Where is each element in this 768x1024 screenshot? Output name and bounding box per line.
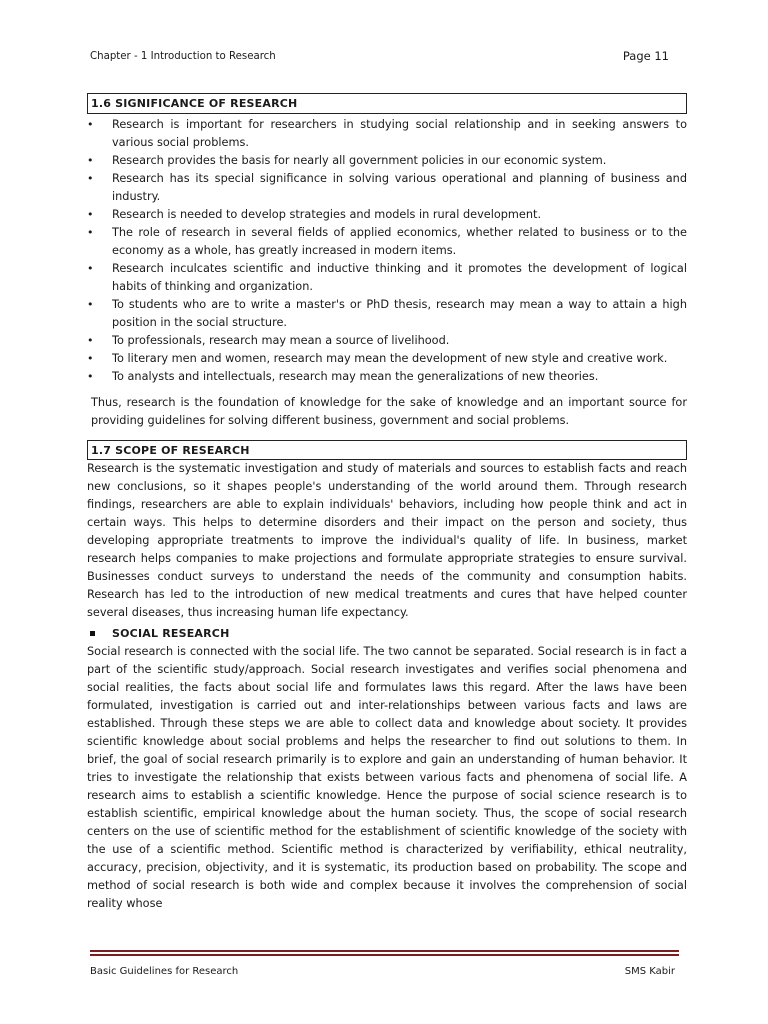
list-item: • Research has its special significance in solving various operational and planning of business and industry. <box>87 172 687 203</box>
page-header <box>90 49 669 67</box>
bullet-icon: • <box>87 154 94 167</box>
square-bullet-icon <box>90 631 95 636</box>
section-heading-scope: 1.7 SCOPE OF RESEARCH <box>87 440 687 460</box>
bullet-icon: • <box>87 298 94 311</box>
significance-closing-paragraph: Thus, research is the foundation of knowledge for the sake of knowledge and an important source for providing guidelines for solving different business, government and social problems. <box>91 396 687 427</box>
list-item: • To literary men and women, research may mean the development of new style and creative work. <box>87 350 687 368</box>
bullet-icon: • <box>87 226 94 239</box>
bullet-icon: • <box>87 118 94 131</box>
chapter-title: Chapter - 1 Introduction to Research <box>90 51 276 62</box>
list-item: • Research inculcates scientific and inductive thinking and it promotes the development of logical habits of thinking and organization. <box>87 262 687 293</box>
social-research-label: SOCIAL RESEARCH <box>112 627 230 640</box>
list-item: • To analysts and intellectuals, research may mean the generalizations of new theories. <box>87 368 687 386</box>
bullet-icon: • <box>87 370 94 383</box>
bullet-icon: • <box>87 208 94 221</box>
list-item: • Research provides the basis for nearly all government policies in our economic system. <box>87 152 687 170</box>
footer-author: SMS Kabir <box>624 966 675 977</box>
list-item: • The role of research in several fields of applied economics, whether related to business or to the economy as a whole, has greatly increased in modern items. <box>87 226 687 257</box>
list-item: • Research is important for researchers in studying social relationship and in seeking answers to various social problems. <box>87 118 687 149</box>
list-item: • Research is needed to develop strategies and models in rural development. <box>87 206 687 224</box>
scope-section <box>87 440 687 913</box>
scope-intro-paragraph: Research is the systematic investigation and study of materials and sources to establish facts and reach new conclusions, so it shapes people's understanding of the world around them. Through research findings, researchers are able to explain individuals' behaviors, including how people think and act in certain ways. This helps to determine disorders and their impact on the person and society, thus developing appropriate treatments to improve the individual's quality of life. In business, market research helps companies to make projections and formulate appropriate strategies to ensure survival. Businesses conduct surveys to understand the needs of the community and consumption habits. Research has led to the introduction of new medical treatments and cures that have helped counter several diseases, thus increasing human life expectancy. <box>87 462 687 619</box>
section-heading-significance: 1.6 SIGNIFICANCE OF RESEARCH <box>87 93 687 114</box>
bullet-icon: • <box>87 334 94 347</box>
bullet-icon: • <box>87 262 94 275</box>
list-item: • To students who are to write a master's or PhD thesis, research may mean a way to attain a high position in the social structure. <box>87 298 687 329</box>
footer-rule-top <box>90 950 679 952</box>
social-research-paragraph: Social research is connected with the social life. The two cannot be separated. Social research is in fact a part of the scientific study/approach. Social research investigates and verifies social phenomena and social realities, the facts about social life and formulates laws this regard. After the laws have been formulated, investigation is carried out and inter-relationships between various facts and laws are established. Through these steps we are able to collect data and knowledge about society. It provides scientific knowledge about social problems and helps the researcher to find out solutions to them. In brief, the goal of social research primarily is to explore and gain an understanding of human behavior. It tries to investigate the relationship that exists between various facts and phenomena of social life. A research aims to establish a scientific knowledge. Hence the purpose of social science research is to establish scientific, empirical knowledge about the human society. Thus, the scope of social research centers on the use of scientific method for the establishment of scientific knowledge of the society with the use of a scientific method. Scientific method is characterized by verifiability, ethical neutrality, accuracy, precision, objectivity, and it is systematic, its production based on probability. The scope and method of social research is both wide and complex because it involves the comprehension of social reality whose <box>87 645 687 910</box>
page-content <box>87 93 687 913</box>
footer-book-title: Basic Guidelines for Research <box>90 966 239 977</box>
bullet-icon: • <box>87 352 94 365</box>
footer-rule-bottom <box>90 954 679 956</box>
significance-list <box>87 116 687 386</box>
social-research-heading <box>87 625 687 643</box>
bullet-icon: • <box>87 172 94 185</box>
page-number: Page 11 <box>622 49 669 63</box>
list-item: • To professionals, research may mean a source of livelihood. <box>87 332 687 350</box>
